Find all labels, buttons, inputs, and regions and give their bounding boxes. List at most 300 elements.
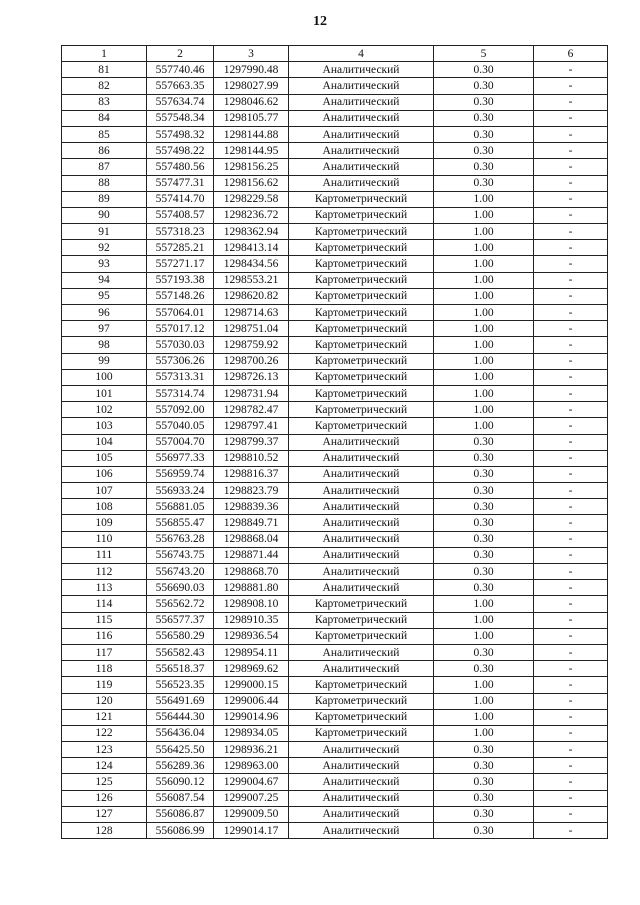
y-coordinate-cell: 1298963.00 bbox=[214, 758, 289, 774]
table-row bbox=[62, 628, 608, 644]
x-coordinate-cell: 556690.03 bbox=[147, 580, 214, 596]
point-number-cell: 99 bbox=[62, 353, 147, 369]
method-cell: Картометрический bbox=[289, 191, 434, 207]
point-number-cell: 82 bbox=[62, 78, 147, 94]
method-cell: Картометрический bbox=[289, 224, 434, 240]
x-coordinate-cell: 557477.31 bbox=[147, 175, 214, 191]
table-row bbox=[62, 515, 608, 531]
x-coordinate-cell: 557092.00 bbox=[147, 402, 214, 418]
note-cell: - bbox=[534, 644, 608, 660]
point-number-cell: 120 bbox=[62, 693, 147, 709]
note-cell: - bbox=[534, 191, 608, 207]
accuracy-cell: 0.30 bbox=[434, 758, 534, 774]
accuracy-cell: 0.30 bbox=[434, 126, 534, 142]
point-number-cell: 121 bbox=[62, 709, 147, 725]
method-cell: Аналитический bbox=[289, 742, 434, 758]
method-cell: Аналитический bbox=[289, 644, 434, 660]
method-cell: Аналитический bbox=[289, 175, 434, 191]
method-cell: Аналитический bbox=[289, 790, 434, 806]
point-number-cell: 102 bbox=[62, 402, 147, 418]
method-cell: Картометрический bbox=[289, 677, 434, 693]
x-coordinate-cell: 557040.05 bbox=[147, 418, 214, 434]
column-header: 4 bbox=[289, 46, 434, 62]
method-cell: Картометрический bbox=[289, 628, 434, 644]
x-coordinate-cell: 557004.70 bbox=[147, 434, 214, 450]
accuracy-cell: 1.00 bbox=[434, 612, 534, 628]
table-row bbox=[62, 547, 608, 563]
table-row bbox=[62, 272, 608, 288]
x-coordinate-cell: 556743.75 bbox=[147, 547, 214, 563]
x-coordinate-cell: 557030.03 bbox=[147, 337, 214, 353]
accuracy-cell: 0.30 bbox=[434, 742, 534, 758]
table-row bbox=[62, 725, 608, 741]
table-row bbox=[62, 110, 608, 126]
point-number-cell: 84 bbox=[62, 110, 147, 126]
y-coordinate-cell: 1299014.17 bbox=[214, 823, 289, 839]
table-row bbox=[62, 644, 608, 660]
table-row bbox=[62, 774, 608, 790]
method-cell: Картометрический bbox=[289, 256, 434, 272]
note-cell: - bbox=[534, 110, 608, 126]
y-coordinate-cell: 1298934.05 bbox=[214, 725, 289, 741]
y-coordinate-cell: 1298731.94 bbox=[214, 385, 289, 401]
point-number-cell: 113 bbox=[62, 580, 147, 596]
table-row bbox=[62, 596, 608, 612]
point-number-cell: 98 bbox=[62, 337, 147, 353]
note-cell: - bbox=[534, 564, 608, 580]
accuracy-cell: 0.30 bbox=[434, 159, 534, 175]
y-coordinate-cell: 1298434.56 bbox=[214, 256, 289, 272]
note-cell: - bbox=[534, 725, 608, 741]
y-coordinate-cell: 1298553.21 bbox=[214, 272, 289, 288]
accuracy-cell: 0.30 bbox=[434, 62, 534, 78]
y-coordinate-cell: 1299007.25 bbox=[214, 790, 289, 806]
point-number-cell: 111 bbox=[62, 547, 147, 563]
table-row bbox=[62, 531, 608, 547]
point-number-cell: 127 bbox=[62, 806, 147, 822]
note-cell: - bbox=[534, 531, 608, 547]
accuracy-cell: 0.30 bbox=[434, 790, 534, 806]
point-number-cell: 128 bbox=[62, 823, 147, 839]
point-number-cell: 92 bbox=[62, 240, 147, 256]
column-header: 6 bbox=[534, 46, 608, 62]
table-header-row bbox=[62, 46, 608, 62]
method-cell: Картометрический bbox=[289, 369, 434, 385]
note-cell: - bbox=[534, 353, 608, 369]
table-row bbox=[62, 78, 608, 94]
x-coordinate-cell: 557663.35 bbox=[147, 78, 214, 94]
column-header: 1 bbox=[62, 46, 147, 62]
table-row bbox=[62, 369, 608, 385]
point-number-cell: 103 bbox=[62, 418, 147, 434]
x-coordinate-cell: 556763.28 bbox=[147, 531, 214, 547]
point-number-cell: 125 bbox=[62, 774, 147, 790]
y-coordinate-cell: 1298810.52 bbox=[214, 450, 289, 466]
table-row bbox=[62, 612, 608, 628]
y-coordinate-cell: 1297990.48 bbox=[214, 62, 289, 78]
column-header: 5 bbox=[434, 46, 534, 62]
x-coordinate-cell: 557017.12 bbox=[147, 321, 214, 337]
point-number-cell: 117 bbox=[62, 644, 147, 660]
y-coordinate-cell: 1299000.15 bbox=[214, 677, 289, 693]
note-cell: - bbox=[534, 483, 608, 499]
accuracy-cell: 0.30 bbox=[434, 547, 534, 563]
table-row bbox=[62, 240, 608, 256]
point-number-cell: 97 bbox=[62, 321, 147, 337]
accuracy-cell: 0.30 bbox=[434, 466, 534, 482]
point-number-cell: 96 bbox=[62, 305, 147, 321]
method-cell: Аналитический bbox=[289, 78, 434, 94]
accuracy-cell: 0.30 bbox=[434, 175, 534, 191]
y-coordinate-cell: 1298144.88 bbox=[214, 126, 289, 142]
page-number: 12 bbox=[313, 14, 327, 29]
note-cell: - bbox=[534, 547, 608, 563]
y-coordinate-cell: 1298700.26 bbox=[214, 353, 289, 369]
note-cell: - bbox=[534, 693, 608, 709]
x-coordinate-cell: 557148.26 bbox=[147, 288, 214, 304]
point-number-cell: 105 bbox=[62, 450, 147, 466]
note-cell: - bbox=[534, 402, 608, 418]
x-coordinate-cell: 557414.70 bbox=[147, 191, 214, 207]
note-cell: - bbox=[534, 385, 608, 401]
y-coordinate-cell: 1299009.50 bbox=[214, 806, 289, 822]
point-number-cell: 118 bbox=[62, 661, 147, 677]
y-coordinate-cell: 1298839.36 bbox=[214, 499, 289, 515]
table-row bbox=[62, 321, 608, 337]
point-number-cell: 115 bbox=[62, 612, 147, 628]
point-number-cell: 89 bbox=[62, 191, 147, 207]
table-row bbox=[62, 499, 608, 515]
accuracy-cell: 0.30 bbox=[434, 661, 534, 677]
method-cell: Картометрический bbox=[289, 240, 434, 256]
y-coordinate-cell: 1298799.37 bbox=[214, 434, 289, 450]
note-cell: - bbox=[534, 515, 608, 531]
accuracy-cell: 0.30 bbox=[434, 774, 534, 790]
method-cell: Аналитический bbox=[289, 143, 434, 159]
method-cell: Аналитический bbox=[289, 434, 434, 450]
table-row bbox=[62, 126, 608, 142]
note-cell: - bbox=[534, 126, 608, 142]
accuracy-cell: 0.30 bbox=[434, 483, 534, 499]
note-cell: - bbox=[534, 709, 608, 725]
point-number-cell: 83 bbox=[62, 94, 147, 110]
accuracy-cell: 1.00 bbox=[434, 709, 534, 725]
accuracy-cell: 1.00 bbox=[434, 305, 534, 321]
x-coordinate-cell: 556523.35 bbox=[147, 677, 214, 693]
method-cell: Картометрический bbox=[289, 385, 434, 401]
y-coordinate-cell: 1298782.47 bbox=[214, 402, 289, 418]
accuracy-cell: 0.30 bbox=[434, 806, 534, 822]
note-cell: - bbox=[534, 321, 608, 337]
note-cell: - bbox=[534, 580, 608, 596]
y-coordinate-cell: 1298871.44 bbox=[214, 547, 289, 563]
accuracy-cell: 1.00 bbox=[434, 693, 534, 709]
method-cell: Аналитический bbox=[289, 466, 434, 482]
note-cell: - bbox=[534, 94, 608, 110]
column-header: 3 bbox=[214, 46, 289, 62]
method-cell: Аналитический bbox=[289, 580, 434, 596]
note-cell: - bbox=[534, 742, 608, 758]
note-cell: - bbox=[534, 305, 608, 321]
y-coordinate-cell: 1298797.41 bbox=[214, 418, 289, 434]
note-cell: - bbox=[534, 434, 608, 450]
accuracy-cell: 1.00 bbox=[434, 288, 534, 304]
method-cell: Картометрический bbox=[289, 288, 434, 304]
table-row bbox=[62, 207, 608, 223]
x-coordinate-cell: 557548.34 bbox=[147, 110, 214, 126]
method-cell: Картометрический bbox=[289, 337, 434, 353]
accuracy-cell: 0.30 bbox=[434, 580, 534, 596]
note-cell: - bbox=[534, 175, 608, 191]
method-cell: Картометрический bbox=[289, 725, 434, 741]
x-coordinate-cell: 556959.74 bbox=[147, 466, 214, 482]
accuracy-cell: 1.00 bbox=[434, 369, 534, 385]
method-cell: Аналитический bbox=[289, 806, 434, 822]
accuracy-cell: 0.30 bbox=[434, 515, 534, 531]
x-coordinate-cell: 557064.01 bbox=[147, 305, 214, 321]
method-cell: Аналитический bbox=[289, 159, 434, 175]
note-cell: - bbox=[534, 450, 608, 466]
method-cell: Аналитический bbox=[289, 62, 434, 78]
x-coordinate-cell: 557498.22 bbox=[147, 143, 214, 159]
method-cell: Аналитический bbox=[289, 758, 434, 774]
table-row bbox=[62, 256, 608, 272]
method-cell: Картометрический bbox=[289, 402, 434, 418]
y-coordinate-cell: 1298156.62 bbox=[214, 175, 289, 191]
accuracy-cell: 0.30 bbox=[434, 110, 534, 126]
y-coordinate-cell: 1298816.37 bbox=[214, 466, 289, 482]
x-coordinate-cell: 557634.74 bbox=[147, 94, 214, 110]
method-cell: Картометрический bbox=[289, 353, 434, 369]
y-coordinate-cell: 1298413.14 bbox=[214, 240, 289, 256]
point-number-cell: 106 bbox=[62, 466, 147, 482]
accuracy-cell: 1.00 bbox=[434, 596, 534, 612]
x-coordinate-cell: 556436.04 bbox=[147, 725, 214, 741]
accuracy-cell: 0.30 bbox=[434, 564, 534, 580]
table-row bbox=[62, 418, 608, 434]
note-cell: - bbox=[534, 143, 608, 159]
column-header: 2 bbox=[147, 46, 214, 62]
coordinates-table bbox=[61, 45, 608, 839]
method-cell: Картометрический bbox=[289, 207, 434, 223]
note-cell: - bbox=[534, 499, 608, 515]
method-cell: Картометрический bbox=[289, 321, 434, 337]
point-number-cell: 101 bbox=[62, 385, 147, 401]
note-cell: - bbox=[534, 288, 608, 304]
table-row bbox=[62, 823, 608, 839]
note-cell: - bbox=[534, 62, 608, 78]
x-coordinate-cell: 556580.29 bbox=[147, 628, 214, 644]
method-cell: Картометрический bbox=[289, 272, 434, 288]
table-row bbox=[62, 175, 608, 191]
accuracy-cell: 0.30 bbox=[434, 644, 534, 660]
note-cell: - bbox=[534, 823, 608, 839]
y-coordinate-cell: 1298620.82 bbox=[214, 288, 289, 304]
x-coordinate-cell: 556444.30 bbox=[147, 709, 214, 725]
note-cell: - bbox=[534, 337, 608, 353]
note-cell: - bbox=[534, 596, 608, 612]
method-cell: Картометрический bbox=[289, 418, 434, 434]
table-row bbox=[62, 159, 608, 175]
y-coordinate-cell: 1298969.62 bbox=[214, 661, 289, 677]
table-row bbox=[62, 305, 608, 321]
accuracy-cell: 1.00 bbox=[434, 677, 534, 693]
note-cell: - bbox=[534, 256, 608, 272]
method-cell: Аналитический bbox=[289, 499, 434, 515]
method-cell: Аналитический bbox=[289, 564, 434, 580]
table-row bbox=[62, 224, 608, 240]
table-row bbox=[62, 564, 608, 580]
accuracy-cell: 0.30 bbox=[434, 78, 534, 94]
x-coordinate-cell: 556855.47 bbox=[147, 515, 214, 531]
table-row bbox=[62, 806, 608, 822]
table-row bbox=[62, 402, 608, 418]
x-coordinate-cell: 557498.32 bbox=[147, 126, 214, 142]
accuracy-cell: 0.30 bbox=[434, 531, 534, 547]
x-coordinate-cell: 556087.54 bbox=[147, 790, 214, 806]
y-coordinate-cell: 1298868.04 bbox=[214, 531, 289, 547]
method-cell: Аналитический bbox=[289, 661, 434, 677]
table-row bbox=[62, 337, 608, 353]
y-coordinate-cell: 1298910.35 bbox=[214, 612, 289, 628]
method-cell: Аналитический bbox=[289, 515, 434, 531]
x-coordinate-cell: 557313.31 bbox=[147, 369, 214, 385]
x-coordinate-cell: 557306.26 bbox=[147, 353, 214, 369]
table-row bbox=[62, 580, 608, 596]
accuracy-cell: 1.00 bbox=[434, 191, 534, 207]
x-coordinate-cell: 556518.37 bbox=[147, 661, 214, 677]
y-coordinate-cell: 1298936.21 bbox=[214, 742, 289, 758]
note-cell: - bbox=[534, 661, 608, 677]
note-cell: - bbox=[534, 418, 608, 434]
x-coordinate-cell: 556425.50 bbox=[147, 742, 214, 758]
y-coordinate-cell: 1298936.54 bbox=[214, 628, 289, 644]
point-number-cell: 122 bbox=[62, 725, 147, 741]
point-number-cell: 93 bbox=[62, 256, 147, 272]
table-row bbox=[62, 434, 608, 450]
x-coordinate-cell: 556086.99 bbox=[147, 823, 214, 839]
x-coordinate-cell: 557314.74 bbox=[147, 385, 214, 401]
table-row bbox=[62, 450, 608, 466]
table-row bbox=[62, 288, 608, 304]
point-number-cell: 104 bbox=[62, 434, 147, 450]
y-coordinate-cell: 1298759.92 bbox=[214, 337, 289, 353]
x-coordinate-cell: 557193.38 bbox=[147, 272, 214, 288]
method-cell: Аналитический bbox=[289, 547, 434, 563]
accuracy-cell: 1.00 bbox=[434, 272, 534, 288]
y-coordinate-cell: 1298362.94 bbox=[214, 224, 289, 240]
note-cell: - bbox=[534, 628, 608, 644]
x-coordinate-cell: 557408.57 bbox=[147, 207, 214, 223]
y-coordinate-cell: 1298849.71 bbox=[214, 515, 289, 531]
x-coordinate-cell: 557740.46 bbox=[147, 62, 214, 78]
accuracy-cell: 1.00 bbox=[434, 385, 534, 401]
table-row bbox=[62, 94, 608, 110]
note-cell: - bbox=[534, 78, 608, 94]
x-coordinate-cell: 556582.43 bbox=[147, 644, 214, 660]
point-number-cell: 116 bbox=[62, 628, 147, 644]
y-coordinate-cell: 1298868.70 bbox=[214, 564, 289, 580]
method-cell: Аналитический bbox=[289, 774, 434, 790]
accuracy-cell: 1.00 bbox=[434, 353, 534, 369]
x-coordinate-cell: 556086.87 bbox=[147, 806, 214, 822]
x-coordinate-cell: 556090.12 bbox=[147, 774, 214, 790]
point-number-cell: 91 bbox=[62, 224, 147, 240]
point-number-cell: 86 bbox=[62, 143, 147, 159]
table-row bbox=[62, 677, 608, 693]
note-cell: - bbox=[534, 677, 608, 693]
method-cell: Картометрический bbox=[289, 693, 434, 709]
x-coordinate-cell: 557318.23 bbox=[147, 224, 214, 240]
table-row bbox=[62, 62, 608, 78]
method-cell: Картометрический bbox=[289, 709, 434, 725]
y-coordinate-cell: 1299014.96 bbox=[214, 709, 289, 725]
y-coordinate-cell: 1299004.67 bbox=[214, 774, 289, 790]
point-number-cell: 94 bbox=[62, 272, 147, 288]
note-cell: - bbox=[534, 790, 608, 806]
table-row bbox=[62, 385, 608, 401]
point-number-cell: 87 bbox=[62, 159, 147, 175]
point-number-cell: 90 bbox=[62, 207, 147, 223]
method-cell: Аналитический bbox=[289, 483, 434, 499]
point-number-cell: 107 bbox=[62, 483, 147, 499]
y-coordinate-cell: 1298027.99 bbox=[214, 78, 289, 94]
accuracy-cell: 1.00 bbox=[434, 725, 534, 741]
method-cell: Картометрический bbox=[289, 305, 434, 321]
x-coordinate-cell: 557285.21 bbox=[147, 240, 214, 256]
point-number-cell: 95 bbox=[62, 288, 147, 304]
accuracy-cell: 0.30 bbox=[434, 499, 534, 515]
note-cell: - bbox=[534, 159, 608, 175]
y-coordinate-cell: 1298908.10 bbox=[214, 596, 289, 612]
accuracy-cell: 1.00 bbox=[434, 418, 534, 434]
x-coordinate-cell: 556562.72 bbox=[147, 596, 214, 612]
table-row bbox=[62, 693, 608, 709]
y-coordinate-cell: 1298046.62 bbox=[214, 94, 289, 110]
x-coordinate-cell: 556289.36 bbox=[147, 758, 214, 774]
point-number-cell: 81 bbox=[62, 62, 147, 78]
note-cell: - bbox=[534, 224, 608, 240]
method-cell: Аналитический bbox=[289, 450, 434, 466]
table-row bbox=[62, 661, 608, 677]
accuracy-cell: 1.00 bbox=[434, 240, 534, 256]
x-coordinate-cell: 557480.56 bbox=[147, 159, 214, 175]
x-coordinate-cell: 556933.24 bbox=[147, 483, 214, 499]
y-coordinate-cell: 1299006.44 bbox=[214, 693, 289, 709]
table-body bbox=[62, 62, 608, 839]
x-coordinate-cell: 556577.37 bbox=[147, 612, 214, 628]
point-number-cell: 126 bbox=[62, 790, 147, 806]
y-coordinate-cell: 1298229.58 bbox=[214, 191, 289, 207]
y-coordinate-cell: 1298881.80 bbox=[214, 580, 289, 596]
note-cell: - bbox=[534, 758, 608, 774]
point-number-cell: 110 bbox=[62, 531, 147, 547]
note-cell: - bbox=[534, 466, 608, 482]
y-coordinate-cell: 1298726.13 bbox=[214, 369, 289, 385]
accuracy-cell: 1.00 bbox=[434, 224, 534, 240]
point-number-cell: 109 bbox=[62, 515, 147, 531]
method-cell: Аналитический bbox=[289, 94, 434, 110]
table-row bbox=[62, 742, 608, 758]
point-number-cell: 112 bbox=[62, 564, 147, 580]
accuracy-cell: 1.00 bbox=[434, 321, 534, 337]
table-row bbox=[62, 466, 608, 482]
y-coordinate-cell: 1298714.63 bbox=[214, 305, 289, 321]
method-cell: Аналитический bbox=[289, 823, 434, 839]
point-number-cell: 88 bbox=[62, 175, 147, 191]
x-coordinate-cell: 556743.20 bbox=[147, 564, 214, 580]
table-row bbox=[62, 483, 608, 499]
